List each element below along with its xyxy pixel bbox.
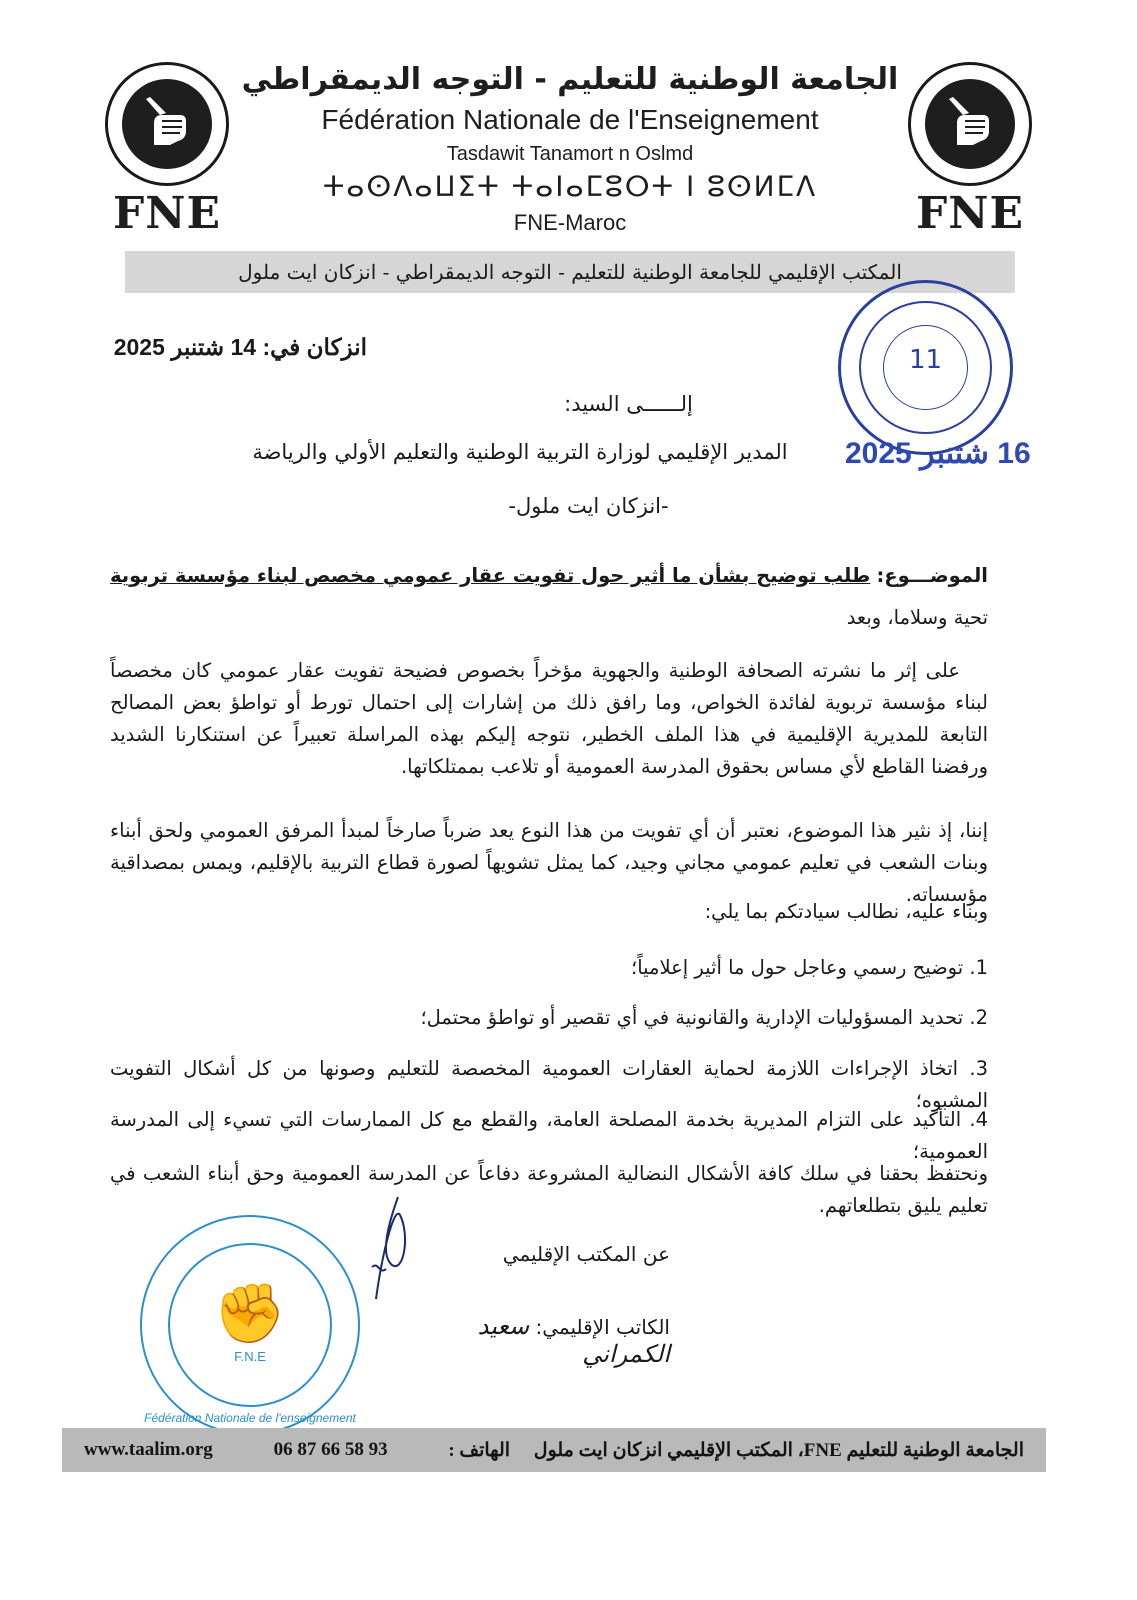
received-date: 16 شتنبر 2025 [845, 437, 1031, 470]
received-stamp [838, 280, 1013, 455]
footer-phone: 06 87 66 58 93 [273, 1439, 388, 1460]
header-title-arabic: الجامعة الوطنية للتعليم - التوجه الديمقراطي [241, 62, 899, 97]
fne-logo-left [92, 62, 242, 252]
logo-emblem [908, 62, 1032, 186]
closing-paragraph: ونحتفظ بحقنا في سلك كافة الأشكال النضالية المشروعة دفاعاً عن المدرسة العمومية وحق أبناء الشعب في تعليم يليق بتطلعاتهم. [110, 1162, 988, 1217]
subject-value: طلب توضيح بشأن ما أثير حول تفويت عقار عمومي مخصص لبناء مؤسسة تربوية [109, 564, 871, 587]
stamp-arc-text: Fédération Nationale de l'enseignement [144, 1411, 356, 1425]
paragraph-2: إننا، إذ نثير هذا الموضوع، نعتبر أن أي تفويت من هذا النوع يعد ضرباً صارخاً لمبدأ المرفق العمومي ولحق أبناء وبنات الشعب في تعليم عمومي مجاني وجيد، كما يمثل تشويهاً لصورة قطاع التربية بالإقليم، ويمس بمصداقية مؤسساته. [110, 819, 988, 906]
header-title-french: Fédération Nationale de l'Enseignement [321, 104, 819, 135]
signature-name: سعيد الكمراني [477, 1312, 670, 1368]
footer-org: الجامعة الوطنية للتعليم FNE، المكتب الإقليمي انزكان ايت ملول [533, 1439, 1024, 1461]
raised-fist-pen-icon [939, 93, 1001, 155]
stamp-center-text: F.N.E [234, 1349, 266, 1364]
logo-text: FNE [916, 188, 1024, 239]
signature-on-behalf: عن المكتب الإقليمي [502, 1242, 670, 1266]
stamp-mark: 11 [908, 345, 943, 375]
fne-logo-right [895, 62, 1045, 252]
raised-fist-icon: ✊ [213, 1279, 287, 1347]
signature-role-label: الكاتب الإقليمي: [535, 1315, 670, 1339]
subject-line [110, 560, 988, 592]
demand-item-4: 4. التأكيد على التزام المديرية بخدمة المصلحة العامة، والقطع مع كل الممارسات التي تسيء إلى المدرسة العمومية؛ [110, 1108, 988, 1163]
footer-website[interactable]: www.taalim.org [84, 1439, 213, 1460]
footer-phone-label: الهاتف : [448, 1439, 511, 1461]
handwritten-signature-icon [370, 1195, 430, 1305]
footer-phone-group [274, 1439, 388, 1461]
office-stamp [140, 1215, 360, 1435]
subject-label: الموضـــوع: [876, 564, 988, 587]
footer-band [62, 1428, 1046, 1472]
header-short-name: FNE-Maroc [513, 210, 627, 235]
recipient-to [0, 392, 1137, 416]
header-title-amazigh-latin: Tasdawit Tanamort n Oslmd [446, 143, 694, 165]
paragraph-1: على إثر ما نشرته الصحافة الوطنية والجهوية مؤخراً بخصوص فضيحة تفويت عقار عمومي كان مخصصاً لبناء مؤسسة تربوية لفائدة الخواص، وما رافق ذلك من إشارات إلى احتمال تورط أو تواطؤ بعض المصالح التابعة للمديرية الإقليمية في هذا الملف الخطير، نتوجه إليكم بهذه المراسلة تعبيراً عن استنكارنا الشديد ورفضنا القاطع لأي مساس بحقوق المدرسة العمومية أو تلاعب بممتلكاتها. [110, 659, 988, 778]
demand-item-3: 3. اتخاذ الإجراءات اللازمة لحماية العقارات العمومية المخصصة للتعليم وصونها من كل أشكال التفويت المشبوه؛ [110, 1057, 988, 1112]
logo-emblem [105, 62, 229, 186]
recipient-location: -انزكان ايت ملول- [508, 494, 669, 518]
paragraph-3: وبناء عليه، نطالب سيادتكم بما يلي: [704, 900, 988, 923]
demand-item-1: 1. توضيح رسمي وعاجل حول ما أثير إعلامياً؛ [631, 956, 988, 979]
raised-fist-pen-icon [136, 93, 198, 155]
header-title-tifinagh: ⵜⴰⵙⴷⴰⵡⵉⵜ ⵜⴰⵏⴰⵎⵓⵔⵜ ⵏ ⵓⵙⵍⵎⴷ [322, 170, 818, 203]
letter-date: انزكان في: 14 شتنبر 2025 [113, 334, 367, 360]
footer-org-group [448, 1439, 1024, 1462]
logo-text: FNE [113, 188, 221, 239]
recipient-to-label: إلــــــى السيد: [564, 392, 693, 416]
office-band: المكتب الإقليمي للجامعة الوطنية للتعليم - التوجه الديمقراطي - انزكان ايت ملول [125, 251, 1015, 293]
greeting: تحية وسلاما، وبعد [846, 606, 988, 629]
demand-item-2: 2. تحديد المسؤوليات الإدارية والقانونية في أي تقصير أو تواطؤ محتمل؛ [420, 1006, 988, 1029]
signature-role [400, 1312, 670, 1368]
recipient-title: المدير الإقليمي لوزارة التربية الوطنية والتعليم الأولي والرياضة [252, 440, 788, 464]
